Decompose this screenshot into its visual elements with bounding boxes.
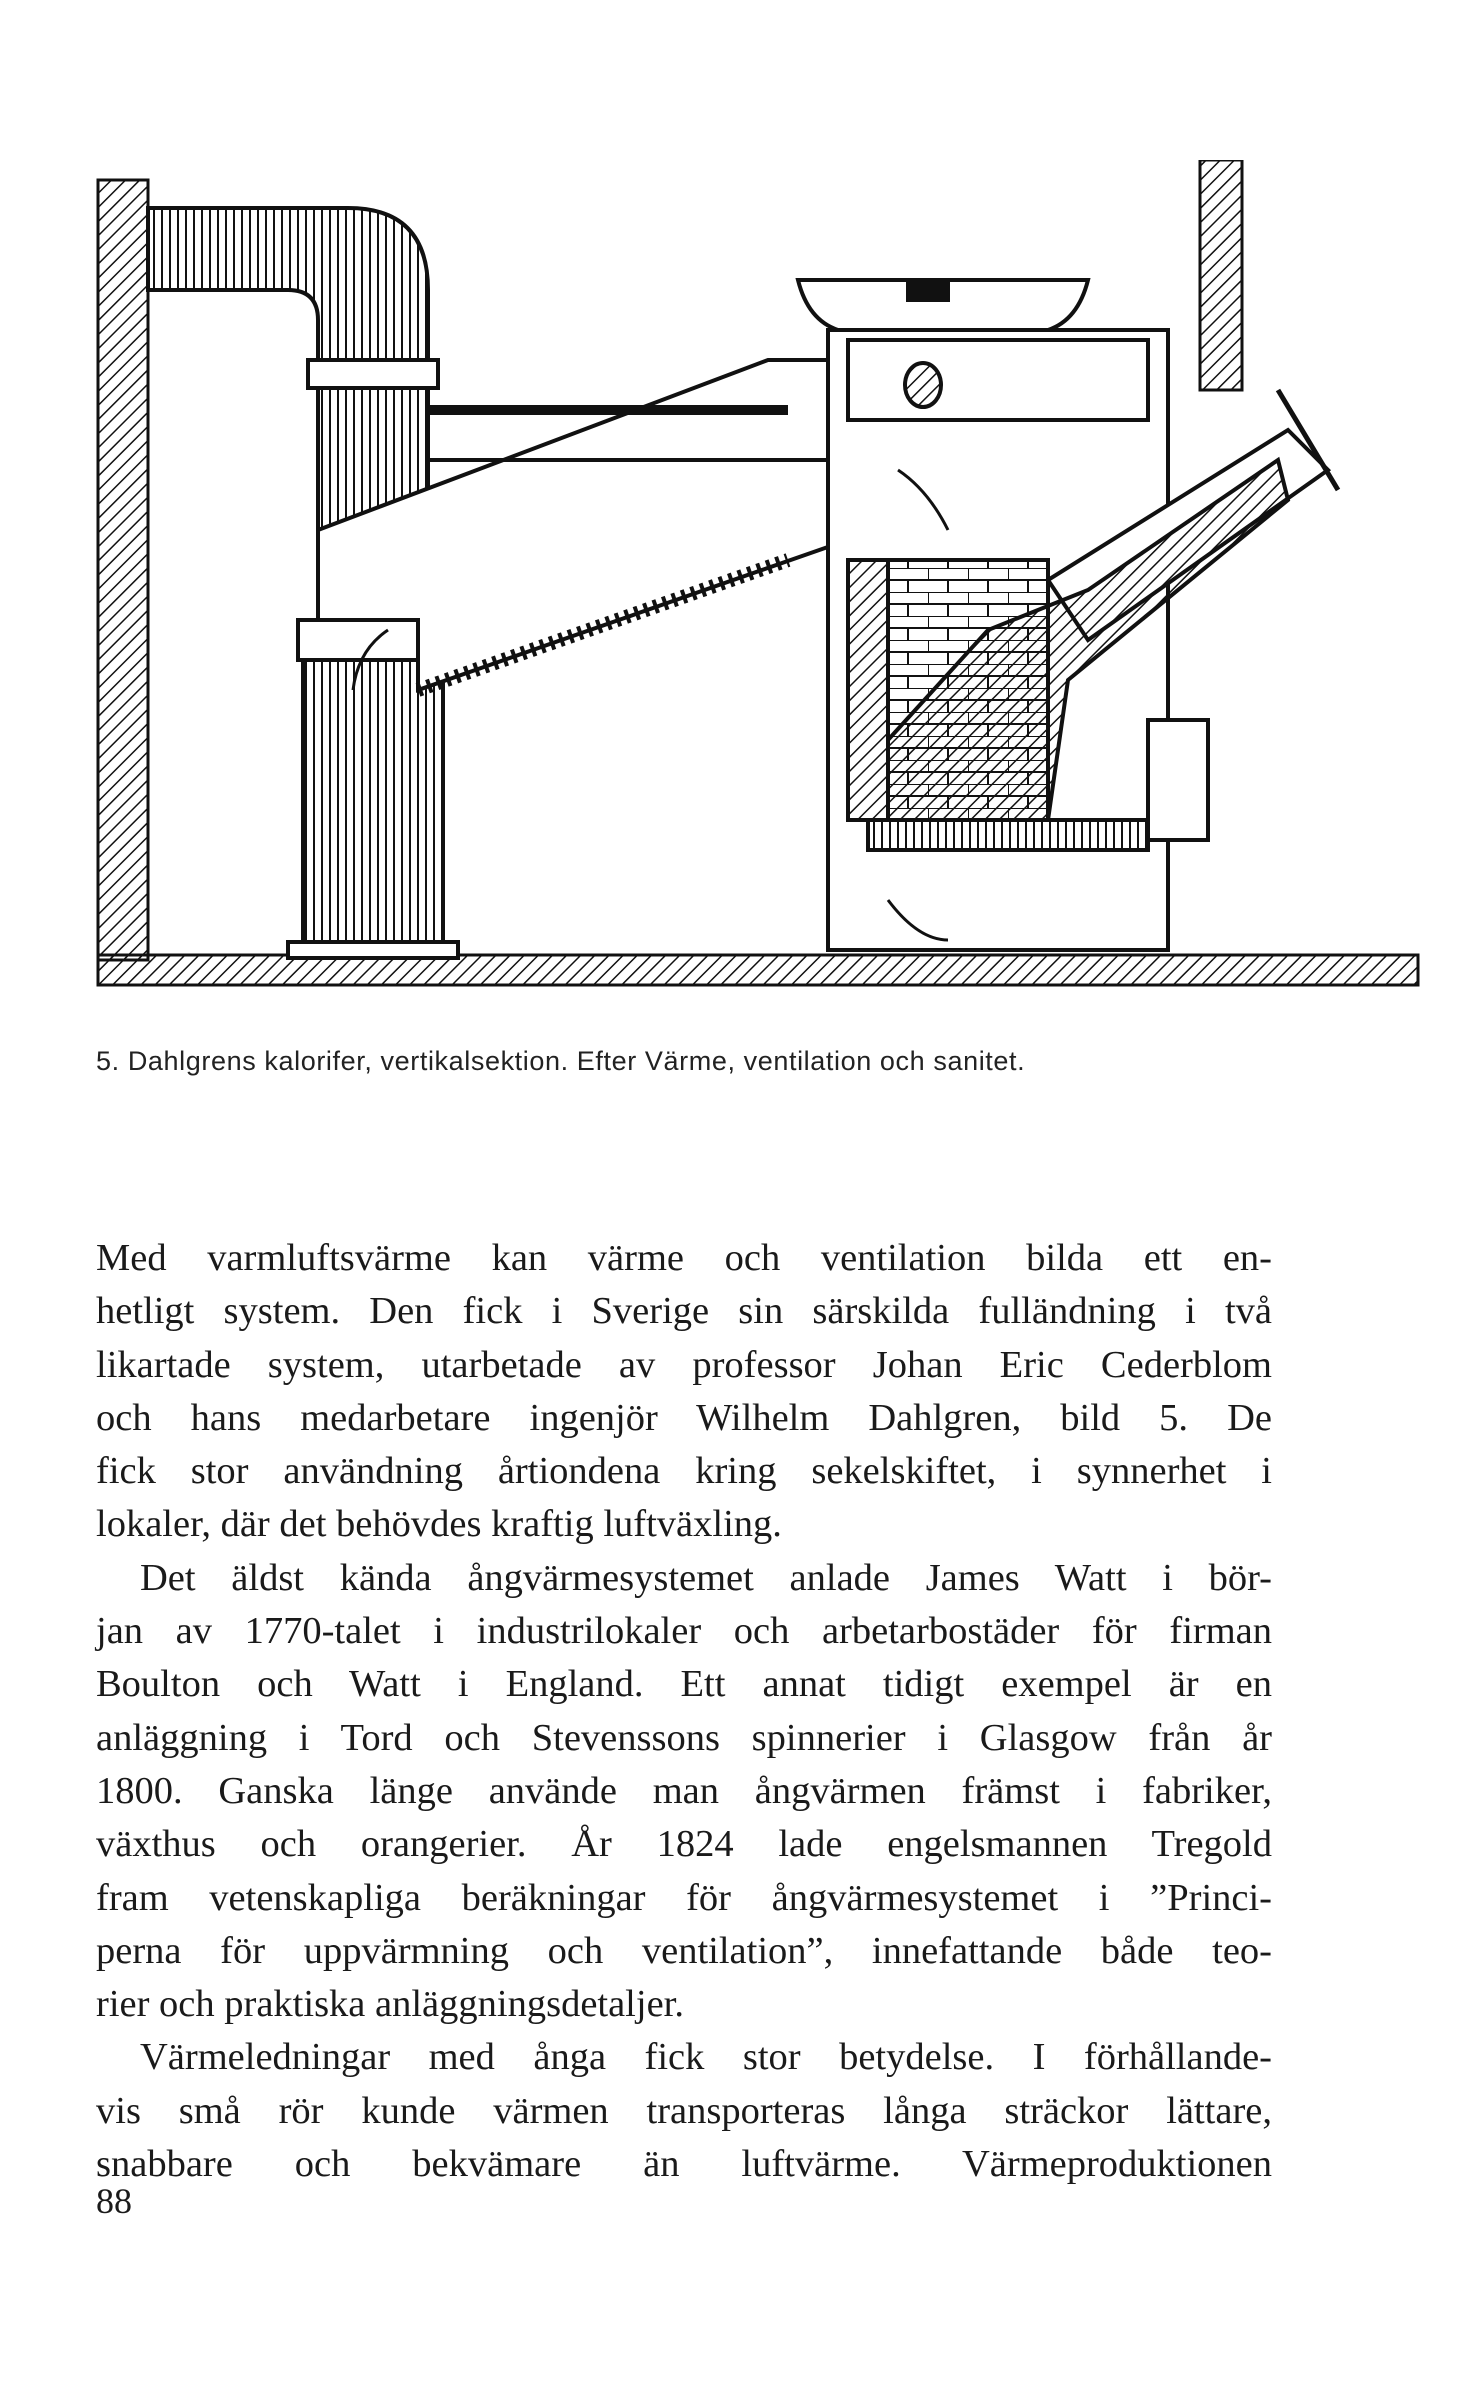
text-line: växthus och orangerier. År 1824 lade engelsmannen Tregold [96, 1823, 1272, 1866]
left-wall [98, 180, 148, 960]
body-text [96, 1232, 1272, 2191]
text-line: vis små rör kunde värmen transporteras långa sträckor lättare, [96, 2089, 1272, 2132]
text-line: rier och praktiska anläggningsdetaljer. [96, 1983, 684, 2026]
paragraph-1 [96, 1232, 1272, 1552]
text-line: Med varmluftsvärme kan värme och ventilation bilda ett en- [96, 1237, 1272, 1279]
text-line: Boulton och Watt i England. Ett annat tidigt exempel är en [96, 1663, 1272, 1706]
water-pan [798, 280, 1088, 330]
text-line: likartade system, utarbetade av professor Johan Eric Cederblom [96, 1343, 1272, 1386]
text-line: fick stor användning årtiondena kring sekelskiftet, i synnerhet i [96, 1450, 1272, 1493]
text-line: fram vetenskapliga beräkningar för ångvärmesystemet i ”Princi- [96, 1876, 1272, 1919]
text-line: anläggning i Tord och Stevenssons spinnerier i Glasgow från år [96, 1716, 1272, 1759]
text-line: Värmeledningar med ånga fick stor betydelse. I förhållande- [140, 2036, 1272, 2079]
text-line: 1800. Ganska länge använde man ångvärmen främst i fabriker, [96, 1769, 1272, 1812]
text-line: jan av 1770-talet i industrilokaler och arbetarbostäder för firman [96, 1610, 1272, 1653]
text-line: och hans medarbetare ingenjör Wilhelm Dahlgren, bild 5. De [96, 1396, 1272, 1439]
right-wall [1200, 160, 1242, 390]
text-line: snabbare och bekvämare än luftvärme. Värmeproduktionen [96, 2143, 1272, 2186]
text-line: Det äldst kända ångvärmesystemet anlade James Watt i bör- [140, 1556, 1272, 1599]
paragraph-3 [96, 2031, 1272, 2191]
figure-caption: 5. Dahlgrens kalorifer, vertikalsektion. Efter Värme, ventilation och sanitet. [96, 1046, 1026, 1076]
calorifer-illustration [88, 160, 1428, 990]
text-line: lokaler, där det behövdes kraftig luftväxling. [96, 1503, 782, 1546]
text-line: perna för uppvärmning och ventilation”, innefattande både teo- [96, 1929, 1272, 1972]
paragraph-2 [96, 1552, 1272, 2032]
text-line: hetligt system. Den fick i Sverige sin särskilda fulländning i två [96, 1290, 1272, 1333]
page-number: 88 [96, 2181, 132, 2221]
